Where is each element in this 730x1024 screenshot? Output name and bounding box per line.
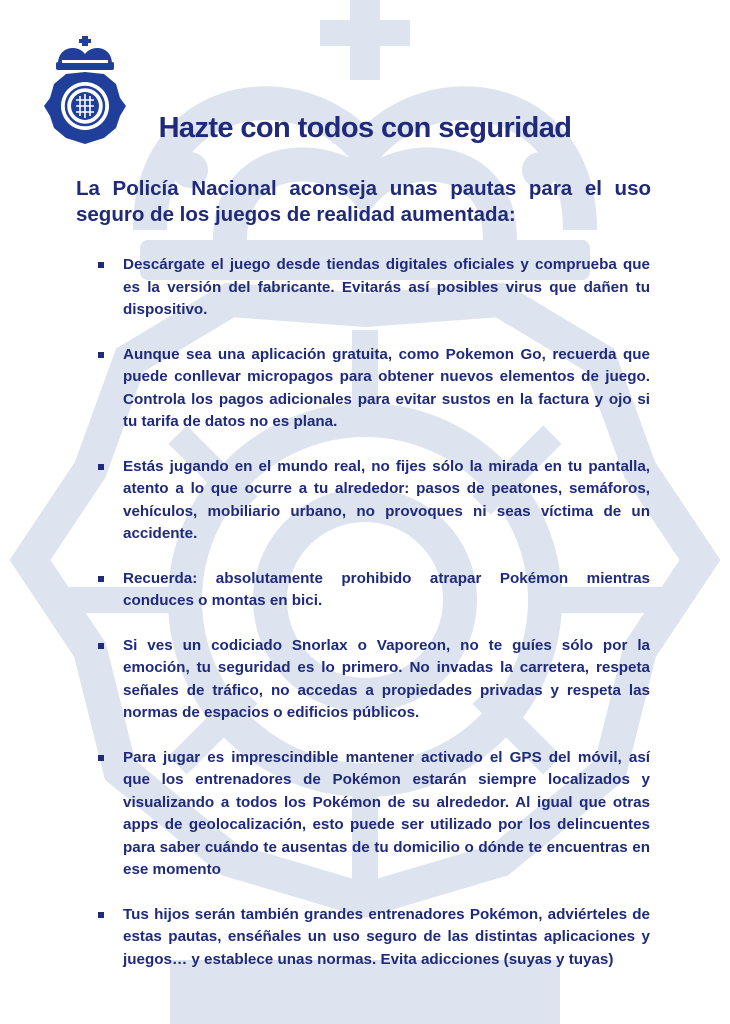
tips-list xyxy=(98,254,650,993)
square-bullet-icon xyxy=(98,464,104,470)
square-bullet-icon xyxy=(98,262,104,268)
tip-text: Descárgate el juego desde tiendas digitales oficiales y comprueba que es la versión del fabricante. Evitarás así posibles virus que dañen tu dispositivo. xyxy=(123,256,650,318)
square-bullet-icon xyxy=(98,352,104,358)
square-bullet-icon xyxy=(98,912,104,918)
tip-text: Estás jugando en el mundo real, no fijes sólo la mirada en tu pantalla, atento a lo que ocurre a tu alrededor: pasos de peatones, semáforos, vehículos, mobiliario urbano, no provoques ni seas víctima de un accidente. xyxy=(123,457,650,542)
intro-paragraph: La Policía Nacional aconseja unas pautas para el uso seguro de los juegos de realidad aumentada: xyxy=(76,177,651,226)
list-item xyxy=(98,254,650,322)
list-item xyxy=(98,635,650,725)
square-bullet-icon xyxy=(98,576,104,582)
tip-text: Si ves un codiciado Snorlax o Vaporeon, no te guíes sólo por la emoción, tu seguridad es lo primero. No invadas la carretera, respeta señales de tráfico, no accedas a propiedades privadas y respeta las normas de espacios o edificios públicos. xyxy=(123,636,650,721)
tip-text: Recuerda: absolutamente prohibido atrapar Pokémon mientras conduces o montas en bici. xyxy=(123,569,650,609)
list-item xyxy=(98,747,650,882)
tip-text: Para jugar es imprescindible mantener activado el GPS del móvil, así que los entrenadores de Pokémon estarán siempre localizados y visualizando a todos los Pokémon de su alrededor. Al igual que otras apps de geolocalización, esto puede ser utilizado por los delincuentes para saber cuándo te ausentas de tu domicilio o dónde te encuentras en ese momento xyxy=(123,748,650,878)
page-title: Hazte con todos con seguridad xyxy=(158,112,572,144)
tip-text: Tus hijos serán también grandes entrenadores Pokémon, adviérteles de estas pautas, enséñales un uso seguro de las distintas aplicaciones y juegos… y establece unas normas. Evita adicciones (suyas y tuyas) xyxy=(123,905,650,968)
list-item xyxy=(98,456,650,546)
list-item xyxy=(98,904,650,972)
list-item xyxy=(98,568,650,613)
tip-text: Aunque sea una aplicación gratuita, como Pokemon Go, recuerda que puede conllevar micropagos para obtener nuevos elementos de juego. Controla los pagos adicionales para evitar sustos en la factura y ojo si tu tarifa de datos no es plana. xyxy=(123,345,650,430)
square-bullet-icon xyxy=(98,643,104,649)
list-item xyxy=(98,344,650,434)
square-bullet-icon xyxy=(98,755,104,761)
